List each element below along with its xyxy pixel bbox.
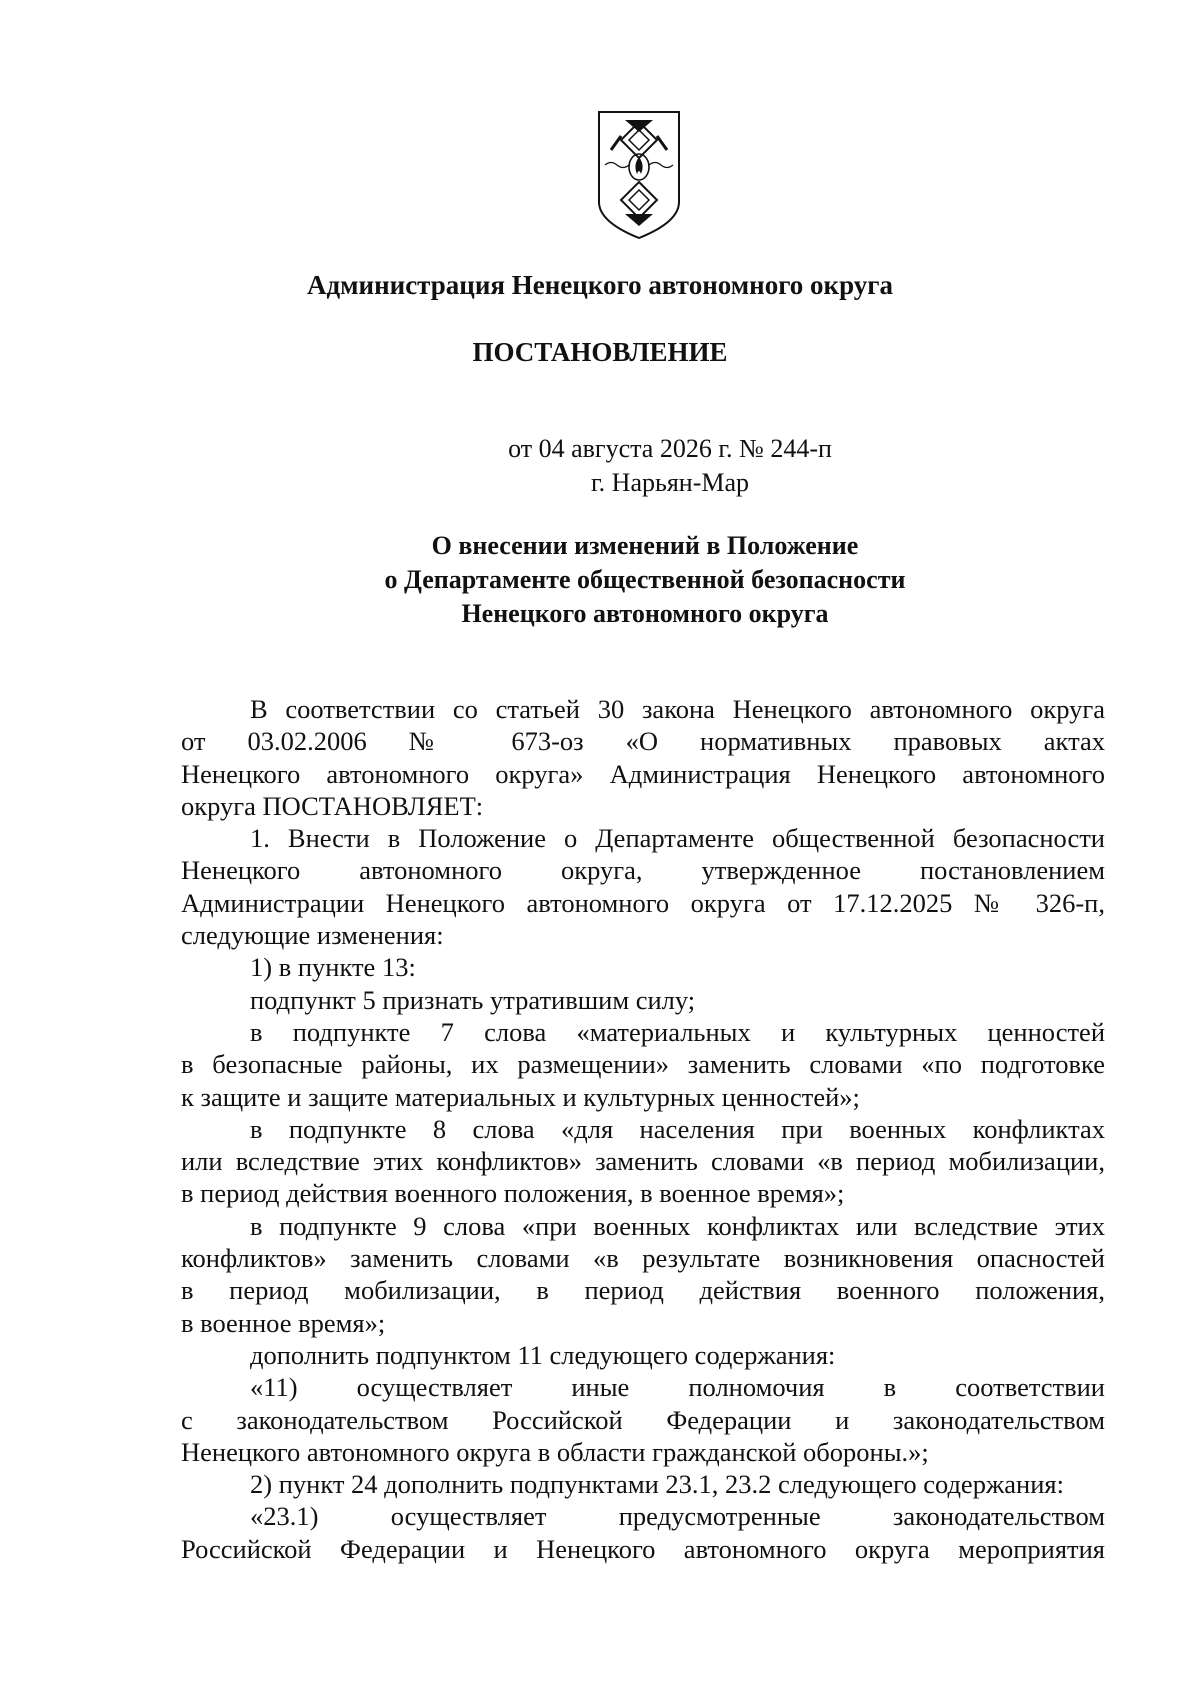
body-line: или вследствие этих конфликтов» заменить словами «в период мобилизации, — [181, 1146, 1105, 1177]
body-line: к защите и защите материальных и культурных ценностей»; — [181, 1081, 860, 1112]
body-line: следующие изменения: — [181, 920, 444, 951]
body-line: 2) пункт 24 дополнить подпунктами 23.1, 23.2 следующего содержания: — [250, 1469, 1064, 1500]
title-line: о Департаменте общественной безопасности — [384, 565, 906, 594]
body-line: «11) осуществляет иные полномочия в соответствии — [250, 1372, 1105, 1403]
body-line: Ненецкого автономного округа, утвержденное постановлением — [181, 855, 1105, 886]
coat-of-arms-icon — [597, 110, 681, 240]
body-line: от 03.02.2006 № 673-оз «О нормативных правовых актах — [181, 726, 1105, 757]
body-line: в подпункте 7 слова «материальных и культурных ценностей — [250, 1016, 1105, 1047]
body-line: конфликтов» заменить словами «в результате возникновения опасностей — [181, 1243, 1105, 1274]
body-line: в подпункте 9 слова «при военных конфликтах или вследствие этих — [250, 1210, 1105, 1241]
body-line: в подпункте 8 слова «для населения при военных конфликтах — [250, 1113, 1105, 1144]
body-line: Ненецкого автономного округа в области гражданской обороны.»; — [181, 1436, 929, 1467]
body-line: 1. Внести в Положение о Департаменте общественной безопасности — [250, 823, 1105, 854]
body-line: в период действия военного положения, в военное время»; — [181, 1178, 845, 1209]
date-number-line: от 04 августа 2026 г. № 244-п — [508, 434, 832, 463]
body-line: Российской Федерации и Ненецкого автономного округа мероприятия — [181, 1533, 1105, 1564]
organization-heading: Администрация Ненецкого автономного округа — [306, 270, 894, 300]
body-line: В соответствии со статьей 30 закона Ненецкого автономного округа — [250, 694, 1105, 724]
body-line: в военное время»; — [181, 1307, 386, 1338]
document-type-heading: ПОСТАНОВЛЕНИЕ — [472, 337, 728, 367]
place-line: г. Нарьян-Мар — [590, 468, 750, 497]
body-line: с законодательством Российской Федерации и законодательством — [181, 1404, 1105, 1435]
title-line: О внесении изменений в Положение — [431, 531, 859, 560]
body-line: Администрации Ненецкого автономного округа от 17.12.2025 № 326-п, — [181, 887, 1105, 918]
document-title — [45, 529, 1200, 631]
body-line: 1) в пункте 13: — [250, 952, 416, 983]
body-line: округа ПОСТАНОВЛЯЕТ: — [181, 790, 484, 821]
document-body — [181, 693, 1105, 1565]
body-line: дополнить подпунктом 11 следующего содержания: — [250, 1339, 836, 1370]
body-line: подпункт 5 признать утратившим силу; — [250, 984, 696, 1015]
body-line: в период мобилизации, в период действия военного положения, — [181, 1275, 1105, 1306]
date-block — [70, 432, 1200, 500]
body-line: «23.1) осуществляет предусмотренные законодательством — [250, 1501, 1105, 1532]
title-line: Ненецкого автономного округа — [461, 599, 829, 628]
body-line: в безопасные районы, их размещении» заменить словами «по подготовке — [181, 1049, 1105, 1080]
body-line: Ненецкого автономного округа» Администрация Ненецкого автономного — [181, 758, 1105, 789]
